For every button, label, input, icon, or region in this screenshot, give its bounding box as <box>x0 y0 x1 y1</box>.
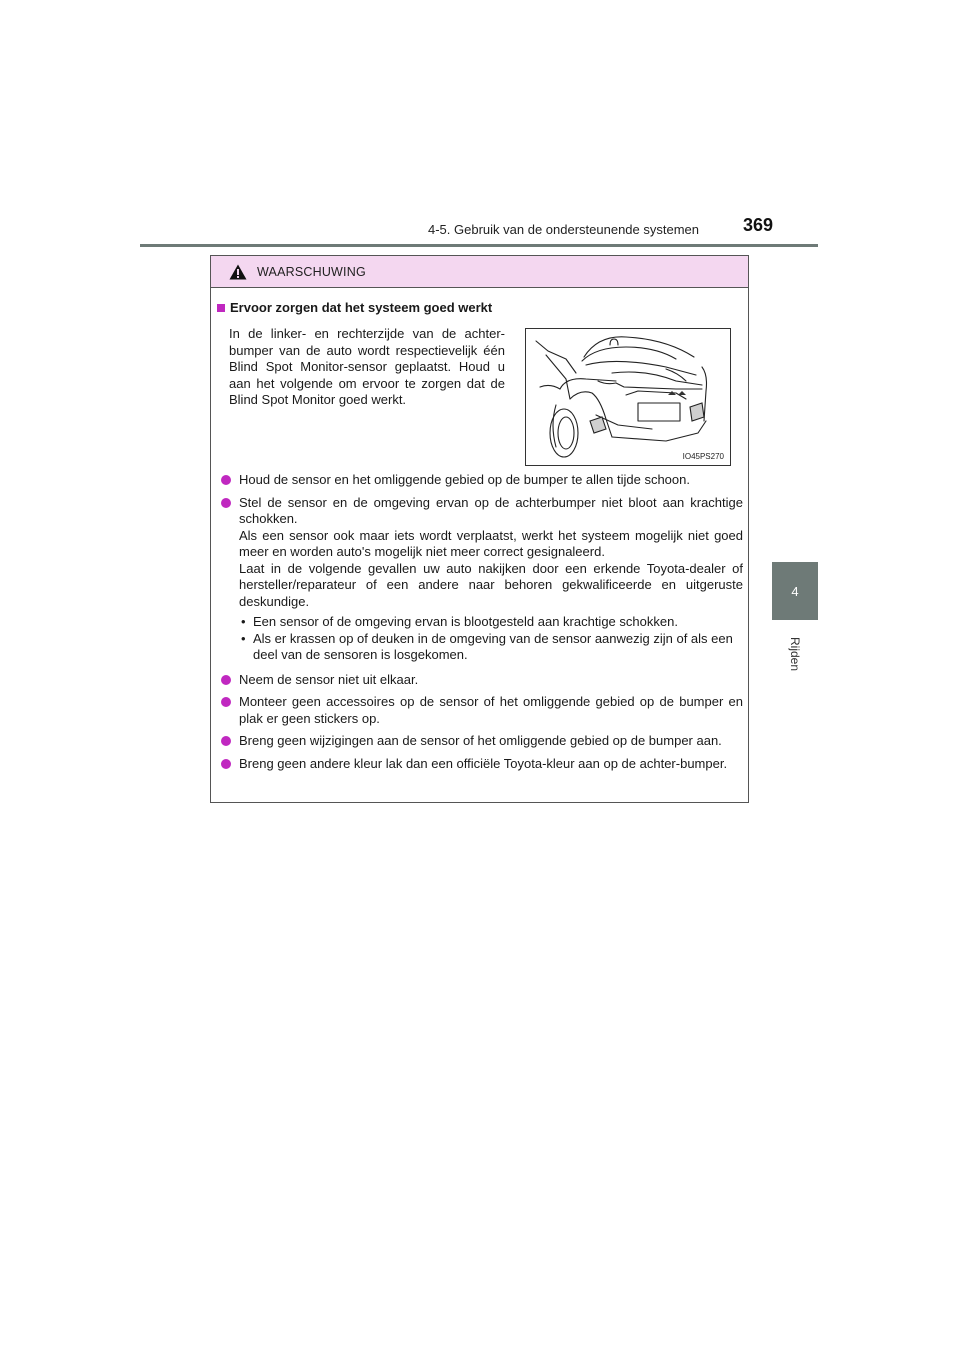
running-header: 4-5. Gebruik van de ondersteunende systemen <box>428 222 700 237</box>
sub-list-item: • Als er krassen op of deuken in de omgeving van de sensor aanwezig zijn of als een deel van de sensoren is losgekomen. <box>239 631 743 664</box>
list-item <box>217 733 743 750</box>
chapter-tab <box>772 562 818 620</box>
chapter-number: 4 <box>791 583 799 599</box>
bullet-dot-icon <box>221 736 231 746</box>
list-item-text: Stel de sensor en de omgeving ervan op de achterbumper niet bloot aan krachtige schokken. <box>239 494 743 526</box>
chapter-label-container <box>783 630 807 678</box>
list-item-text: Breng geen andere kleur lak dan een officiële Toyota-kleur aan op de achter-bumper. <box>239 755 728 771</box>
list-item <box>217 495 743 666</box>
warning-triangle-icon <box>229 264 247 280</box>
list-item <box>217 694 743 727</box>
page-number: 369 <box>743 215 774 235</box>
car-rear-drawing <box>526 329 730 465</box>
list-item-text-2: Als een sensor ook maar iets wordt verplaatst, werkt het systeem mogelijk niet goed meer en worden auto's mogelijk niet meer correct gesignaleerd. <box>239 527 743 559</box>
warning-box <box>210 255 749 803</box>
list-item <box>217 672 743 689</box>
precaution-list <box>217 472 743 778</box>
bullet-dot-icon <box>221 697 231 707</box>
list-item-text: Breng geen wijzigingen aan de sensor of het omliggende gebied op de bumper aan. <box>239 733 722 748</box>
sub-list-item: • Een sensor of de omgeving ervan is blootgesteld aan krachtige schokken. <box>239 614 743 631</box>
sub-list <box>239 614 743 664</box>
bullet-dot-icon <box>221 675 231 685</box>
list-item-text: Monteer geen accessoires op de sensor of het omliggende gebied op de bumper en plak er geen stickers op. <box>239 694 743 726</box>
square-bullet-icon <box>217 304 225 312</box>
section-heading <box>217 300 492 315</box>
bullet-dot-icon <box>221 475 231 485</box>
list-item-text: Houd de sensor en het omliggende gebied op de bumper te allen tijde schoon. <box>239 472 690 487</box>
car-rear-illustration <box>525 328 731 466</box>
intro-paragraph: In de linker- en rechterzijde van de achter-bumper van de auto wordt respectievelijk één Blind Spot Monitor-sensor geplaatst. Houd u aan het volgende om ervoor te zorgen dat de Blind Spot Monitor goed werkt. <box>229 326 505 407</box>
section-heading-text: Ervoor zorgen dat het systeem goed werkt <box>230 300 493 315</box>
bullet-dot-icon <box>221 498 231 508</box>
warning-header <box>211 256 748 288</box>
list-item-text-3: Laat in de volgende gevallen uw auto nakijken door een erkende Toyota-dealer of hersteller/reparateur of een andere naar behoren gekwalificeerde en uitgeruste deskundige. <box>239 560 743 609</box>
figure-code: IO45PS270 <box>682 452 724 461</box>
list-item-text: Neem de sensor niet uit elkaar. <box>239 671 419 687</box>
chapter-label: Rijden <box>788 636 802 672</box>
header-divider <box>140 244 818 247</box>
list-item <box>217 472 743 489</box>
warning-title: WAARSCHUWING <box>257 264 366 279</box>
list-item <box>217 756 743 773</box>
bullet-dot-icon <box>221 759 231 769</box>
